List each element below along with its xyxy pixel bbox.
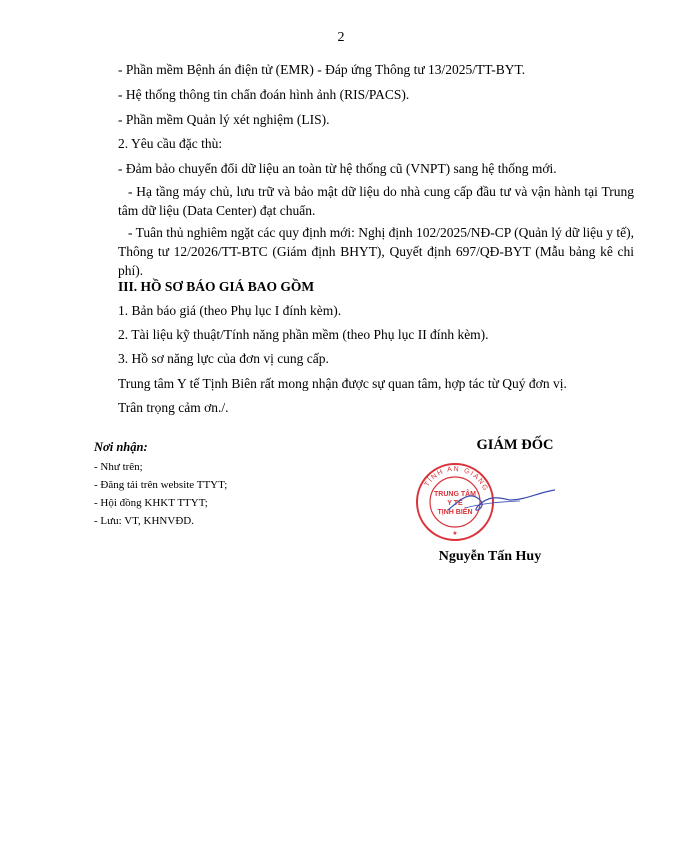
handwritten-signature (437, 470, 560, 530)
seal-star-icon: ★ (452, 530, 458, 537)
closing-sentence: Trung tâm Y tế Tịnh Biên rất mong nhận được sự quan tâm, hợp tác từ Quý đơn vị. (118, 376, 567, 391)
list-item-lis: - Phần mềm Quản lý xét nghiệm (LIS). (118, 112, 330, 127)
closing-thanks: Trân trọng cảm ơn./. (118, 400, 229, 415)
list-item-capability: 3. Hồ sơ năng lực của đơn vị cung cấp. (118, 351, 329, 366)
list-item-ris-pacs: - Hệ thống thông tin chẩn đoán hình ảnh (RIS/PACS). (118, 87, 410, 102)
seal-line-1: TRUNG TÂM (434, 491, 476, 498)
seal-line-3: TỊNH BIÊN (437, 509, 473, 516)
recipients-title: Nơi nhận: (94, 440, 148, 454)
section-heading: III. HỒ SƠ BÁO GIÁ BAO GỒM (118, 279, 315, 294)
recipient-item: - Hội đồng KHKT TTYT; (94, 497, 208, 509)
list-item-emr: - Phần mềm Bệnh án điện tử (EMR) - Đáp ứng Thông tư 13/2025/TT-BYT. (118, 62, 526, 77)
seal-line-2: Y TẾ (447, 500, 463, 507)
recipient-item: - Như trên; (94, 461, 143, 473)
recipient-item: - Đăng tải trên website TTYT; (94, 479, 228, 491)
list-item-quote: 1. Bản báo giá (theo Phụ lục I đính kèm). (118, 303, 342, 318)
page-number: 2 (337, 30, 345, 45)
paragraph-infrastructure: - Hạ tầng máy chủ, lưu trữ và bảo mật dữ liệu do nhà cung cấp đầu tư và vận hành tại Trung tâm dữ liệu (Data Center) đạt chuẩn. (118, 184, 634, 218)
recipient-item: - Lưu: VT, KHNVĐD. (94, 515, 194, 527)
list-item-data-migration: - Đảm bảo chuyển đổi dữ liệu an toàn từ hệ thống cũ (VNPT) sang hệ thống mới. (118, 161, 557, 176)
list-item-technical-docs: 2. Tài liệu kỹ thuật/Tính năng phần mềm (theo Phụ lục II đính kèm). (118, 327, 489, 342)
signer-name: Nguyễn Tấn Huy (438, 549, 542, 564)
section-subheading: 2. Yêu cầu đặc thù: (118, 136, 223, 151)
paragraph-regulations: - Tuân thủ nghiêm ngặt các quy định mới: Nghị định 102/2025/NĐ-CP (Quản lý dữ liệu y tế), Thông tư 12/2026/TT-BTC (Giám định BHYT), Quyết định 697/QĐ-BYT (Mẫu bảng kê chi phí). (118, 225, 634, 278)
seal-outer-text: TỈNH AN GIANG (423, 465, 490, 493)
signer-title: GIÁM ĐỐC (476, 437, 554, 453)
